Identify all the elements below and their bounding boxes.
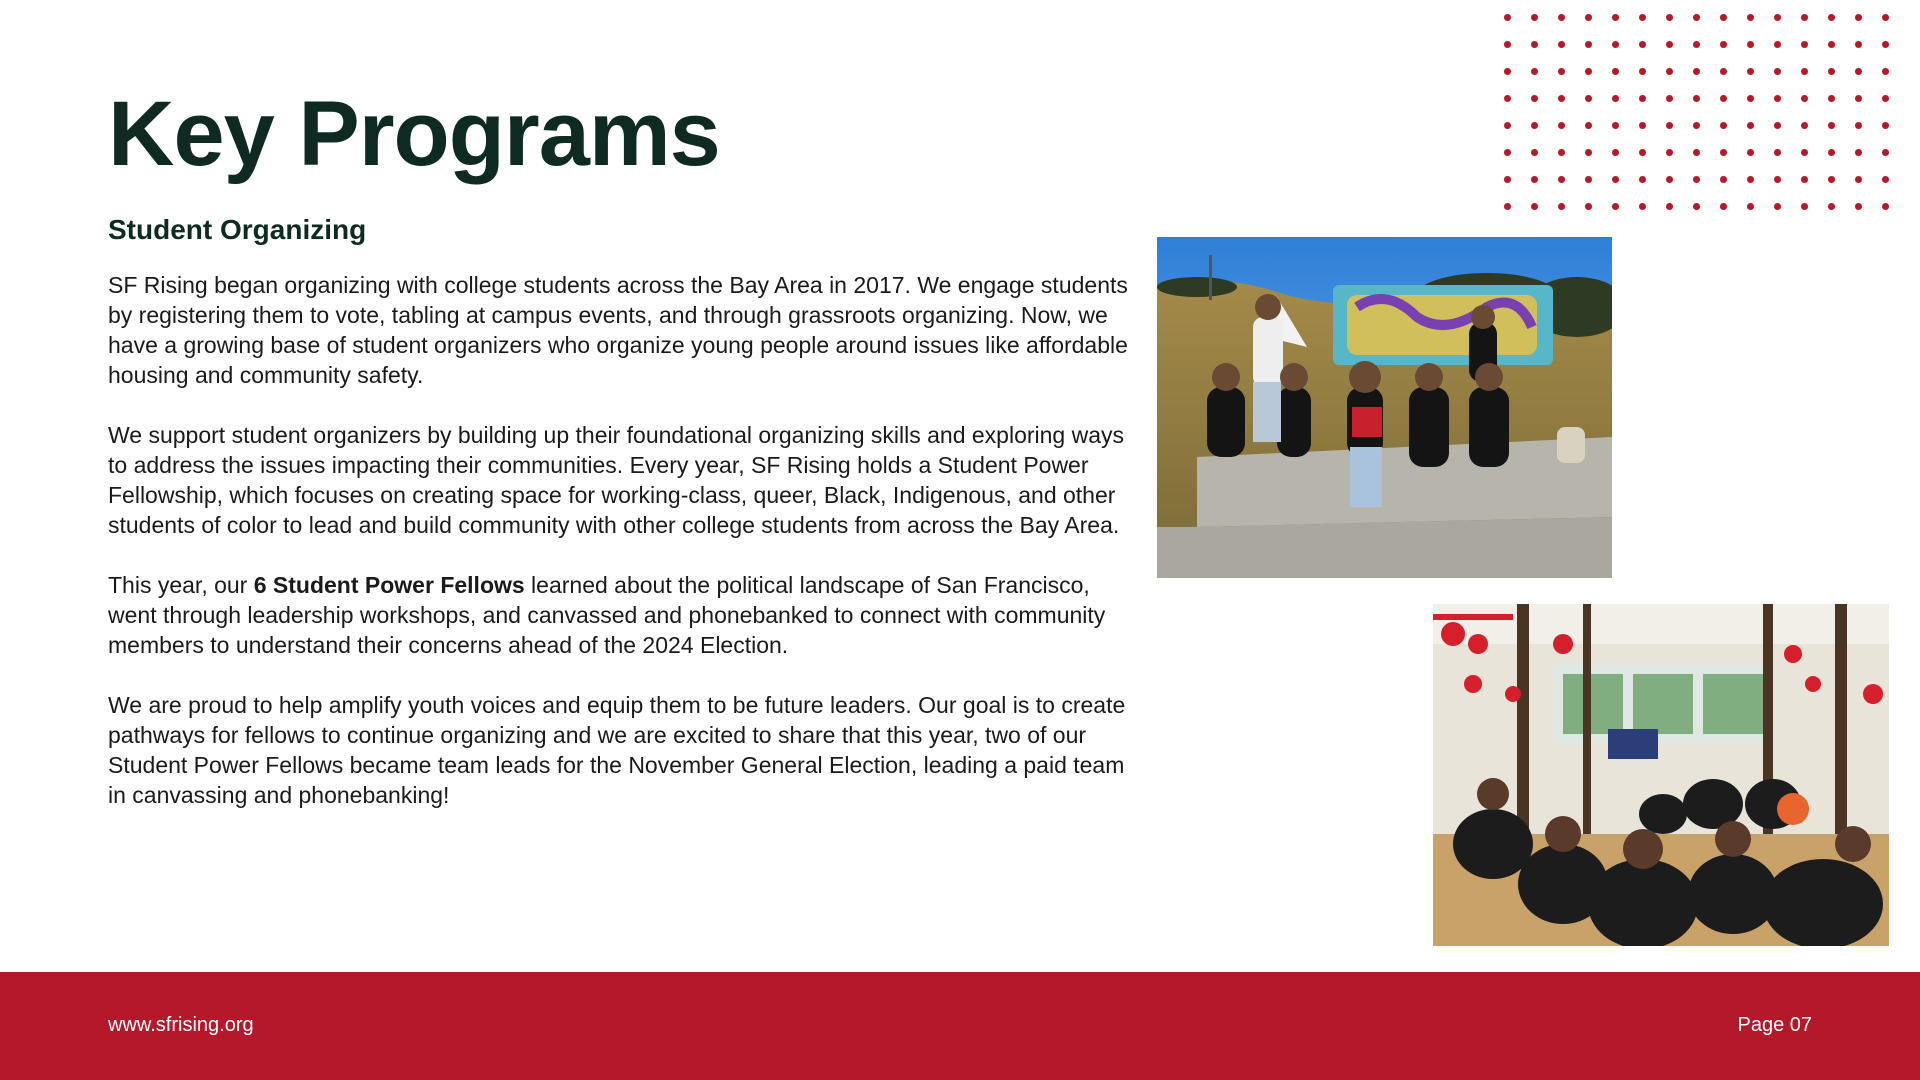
section-subtitle: Student Organizing xyxy=(108,214,367,245)
fellows-count-highlight: 6 Student Power Fellows xyxy=(253,572,525,598)
paragraph-fellows-rest: learned about the political landscape of San Francisco, went through leadership workshops, and canvassed and phonebanked to connect with community members to understand their concerns ahead of the 2024 Election. xyxy=(108,572,1106,658)
indoor-photo-image xyxy=(1433,604,1889,946)
outdoor-photo-image xyxy=(1157,237,1612,578)
indoor-meeting-photo xyxy=(1433,604,1889,946)
page-title: Key Programs xyxy=(108,83,720,185)
paragraph-fellows xyxy=(108,570,1138,660)
footer-page-number: Page 07 xyxy=(1737,1014,1812,1036)
decorative-dot-pattern xyxy=(1494,4,1904,224)
body-text xyxy=(108,270,1138,840)
paragraph-intro: SF Rising began organizing with college students across the Bay Area in 2017. We engage students by registering them to vote, tabling at campus events, and through grassroots organizing. Now, we have a growing base of student organizers who organize young people around issues like affordable housing and community safety. xyxy=(108,272,1128,388)
footer-bar xyxy=(0,972,1920,1080)
footer-website: www.sfrising.org xyxy=(108,1014,254,1036)
paragraph-fellowship: We support student organizers by building up their foundational organizing skills and exploring ways to address the issues impacting their communities. Every year, SF Rising holds a Student Power Fellowship, which focuses on creating space for working-class, queer, Black, Indigenous, and other students of color to lead and build community with other college students from across the Bay Area. xyxy=(108,422,1125,538)
paragraph-leaders: We are proud to help amplify youth voices and equip them to be future leaders. Our goal is to create pathways for fellows to continue organizing and we are excited to share that this year, two of our Student Power Fellows became team leads for the November General Election, leading a paid team in canvassing and phonebanking! xyxy=(108,692,1126,808)
paragraph-fellows-lead: This year, our xyxy=(108,572,254,598)
outdoor-group-photo xyxy=(1157,237,1612,578)
